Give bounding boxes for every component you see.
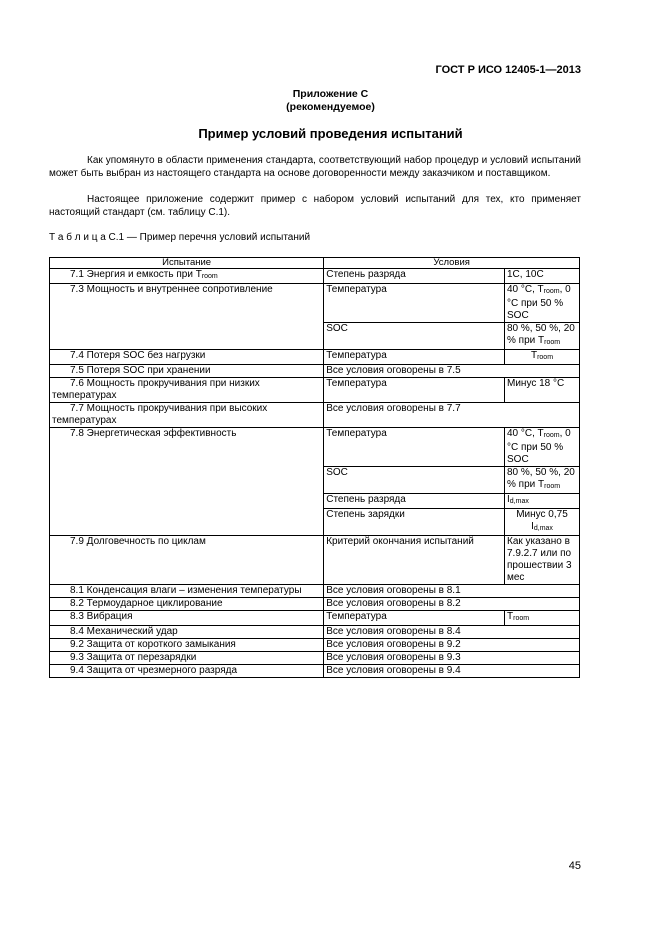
- table-row: [50, 626, 580, 639]
- header-test: Испытание: [50, 258, 324, 269]
- table-row: [50, 652, 580, 665]
- test-cell: 8.2 Термоударное циклирование: [50, 598, 324, 611]
- condition-cell: Все условия оговорены в 8.2: [324, 598, 580, 611]
- value-cell: 1C, 10C: [505, 269, 580, 284]
- test-conditions-table: [49, 257, 580, 678]
- table-row: [50, 403, 580, 428]
- table-header-row: [50, 258, 580, 269]
- condition-cell: Все условия оговорены в 9.4: [324, 665, 580, 678]
- table-row: [50, 639, 580, 652]
- condition-cell: Температура: [324, 378, 505, 403]
- test-cell: 8.1 Конденсация влаги – изменения температуры: [50, 585, 324, 598]
- test-cell: 7.1 Энергия и емкость при $T_{room}$: [50, 269, 324, 284]
- value-cell: $I_{d,max}$: [505, 494, 580, 509]
- test-cell: 8.3 Вибрация: [50, 611, 324, 626]
- condition-cell: Степень разряда: [324, 269, 505, 284]
- value-cell: Как указано в 7.9.2.7 или по прошествии 3 мес: [505, 536, 580, 585]
- test-cell: 7.9 Долговечность по циклам: [50, 536, 324, 585]
- test-cell: 9.4 Защита от чрезмерного разряда: [50, 665, 324, 678]
- value-cell: $T_{room}$: [505, 611, 580, 626]
- condition-cell: Все условия оговорены в 9.2: [324, 639, 580, 652]
- header-conditions: Условия: [324, 258, 580, 269]
- table-row: [50, 284, 580, 323]
- table-row: [50, 428, 580, 467]
- value-cell: Минус 0,75 $I_{d,max}$: [505, 509, 580, 536]
- document-code: ГОСТ Р ИСО 12405-1—2013: [435, 64, 581, 76]
- value-cell: 80 %, 50 %, 20 % при $T_{room}$: [505, 467, 580, 494]
- condition-cell: Степень зарядки: [324, 509, 505, 536]
- table-row: [50, 665, 580, 678]
- table-row: [50, 269, 580, 284]
- condition-cell: SOC: [324, 467, 505, 494]
- condition-cell: Степень разряда: [324, 494, 505, 509]
- condition-cell: Все условия оговорены в 7.7: [324, 403, 580, 428]
- paragraph-1: Как упомянуто в области применения стандарта, соответствующий набор процедур и условий испытаний может быть выбран из настоящего стандарта на основе договоренности между заказчиком и поставщиком.: [49, 155, 581, 179]
- table-row: [50, 378, 580, 403]
- test-cell: 9.3 Защита от перезарядки: [50, 652, 324, 665]
- condition-cell: Температура: [324, 428, 505, 467]
- test-cell: 7.3 Мощность и внутреннее сопротивление: [50, 284, 324, 350]
- condition-cell: Температура: [324, 611, 505, 626]
- test-cell: 9.2 Защита от короткого замыкания: [50, 639, 324, 652]
- table-row: [50, 536, 580, 585]
- annex-type: (рекомендуемое): [286, 101, 375, 113]
- value-cell: Минус 18 °C: [505, 378, 580, 403]
- test-cell: 7.8 Энергетическая эффективность: [50, 428, 324, 536]
- test-cell: 7.5 Потеря SOC при хранении: [50, 365, 324, 378]
- annex-label: Приложение С: [292, 88, 369, 100]
- condition-cell: Температура: [324, 284, 505, 323]
- table-row: [50, 611, 580, 626]
- condition-cell: Температура: [324, 350, 505, 365]
- page-number: 45: [568, 860, 581, 872]
- table-row: [50, 598, 580, 611]
- paragraph-2: Настоящее приложение содержит пример с набором условий испытаний для тех, кто применяет настоящий стандарт (см. таблицу С.1).: [49, 194, 581, 218]
- test-cell: 8.4 Механический удар: [50, 626, 324, 639]
- condition-cell: Все условия оговорены в 7.5: [324, 365, 580, 378]
- annex-heading: Пример условий проведения испытаний: [198, 126, 463, 141]
- condition-cell: Все условия оговорены в 8.4: [324, 626, 580, 639]
- condition-cell: Все условия оговорены в 9.3: [324, 652, 580, 665]
- value-cell: 40 °C, $T_{room}$, 0 °C при 50 % SOC: [505, 428, 580, 467]
- condition-cell: SOC: [324, 323, 505, 350]
- value-cell: 40 °C, $T_{room}$, 0 °C при 50 % SOC: [505, 284, 580, 323]
- test-cell: 7.7 Мощность прокручивания при высоких температурах: [50, 403, 324, 428]
- test-cell: 7.6 Мощность прокручивания при низких температурах: [50, 378, 324, 403]
- test-cell: 7.4 Потеря SOC без нагрузки: [50, 350, 324, 365]
- value-cell: 80 %, 50 %, 20 % при $T_{room}$: [505, 323, 580, 350]
- value-cell: $T_{room}$: [505, 350, 580, 365]
- condition-cell: Все условия оговорены в 8.1: [324, 585, 580, 598]
- table-row: [50, 585, 580, 598]
- condition-cell: Критерий окончания испытаний: [324, 536, 505, 585]
- table-row: [50, 365, 580, 378]
- annex-title: [0, 88, 661, 114]
- table-row: [50, 350, 580, 365]
- table-caption: Т а б л и ц а С.1 — Пример перечня условий испытаний: [49, 232, 311, 243]
